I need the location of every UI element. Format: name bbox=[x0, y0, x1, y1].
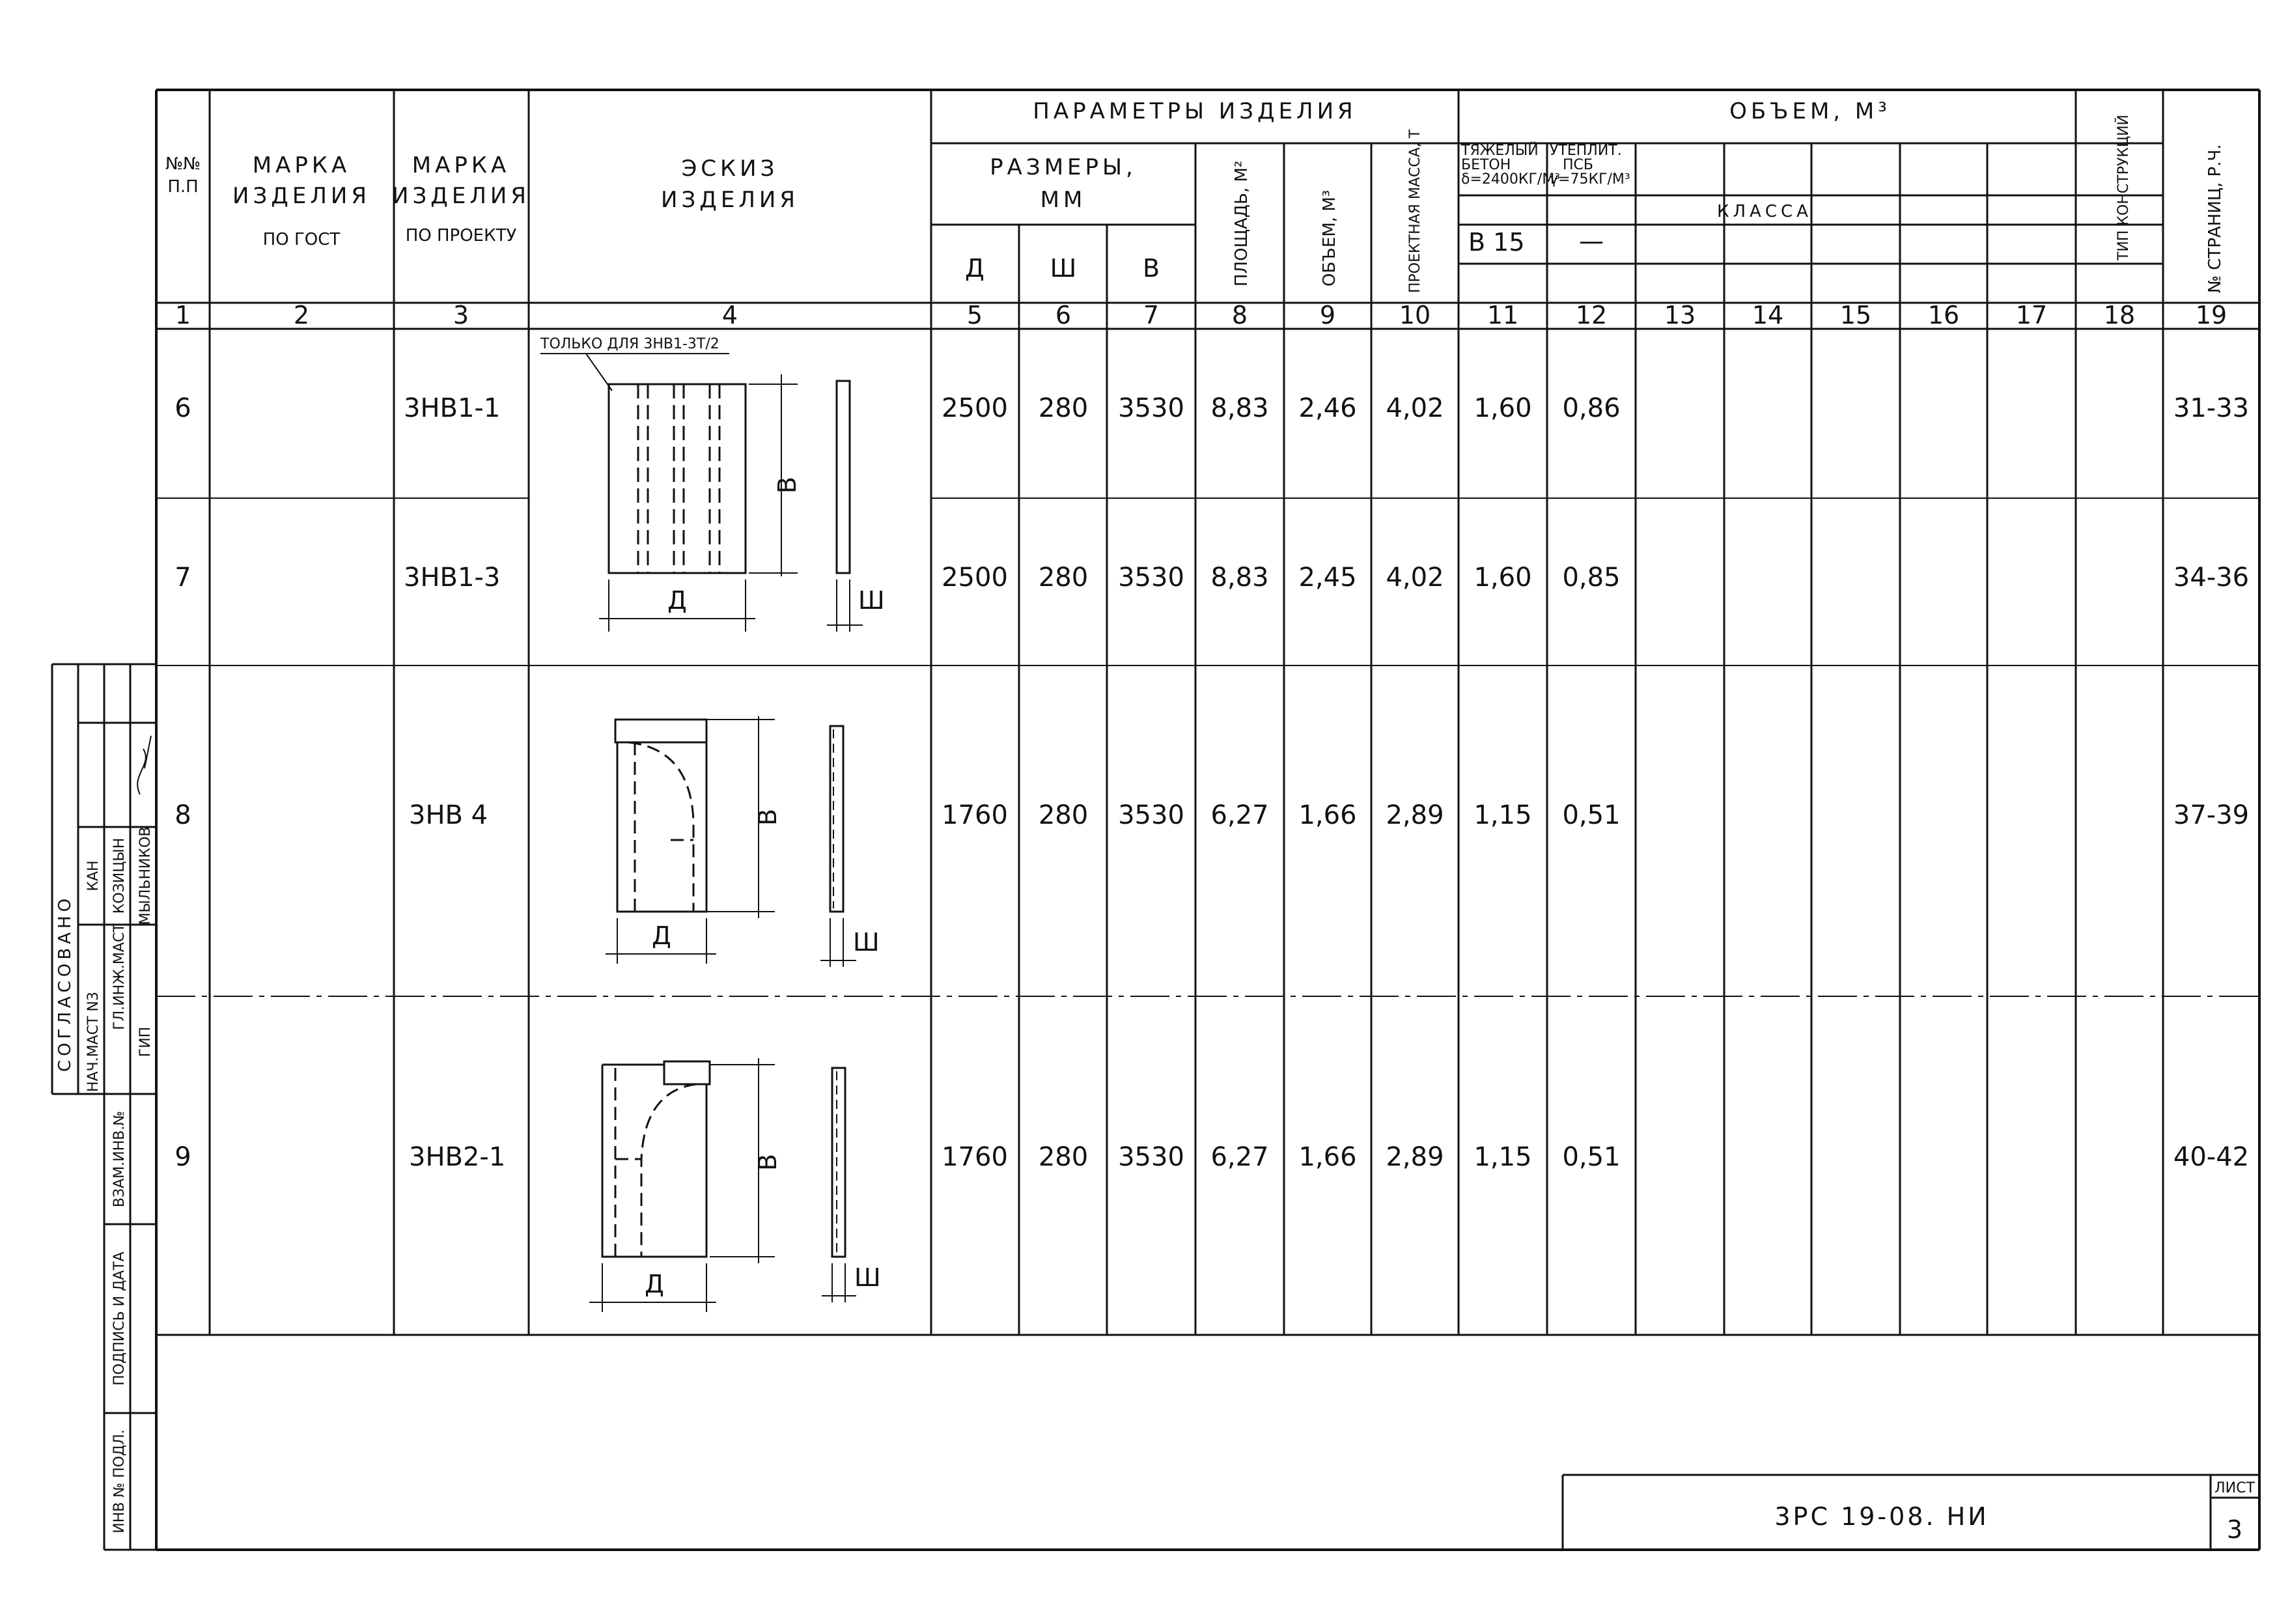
row-area: 6,27 bbox=[1210, 800, 1269, 830]
row-mass: 2,89 bbox=[1386, 800, 1444, 830]
col-number: 14 bbox=[1752, 301, 1784, 329]
col-number: 1 bbox=[175, 301, 191, 329]
row-mass: 4,02 bbox=[1386, 563, 1444, 593]
column-number-row bbox=[175, 301, 2227, 329]
panel-sketch-narrow-mirrored bbox=[589, 1058, 881, 1312]
title-block bbox=[1563, 1475, 2259, 1550]
row-area: 8,83 bbox=[1210, 393, 1269, 423]
row-insulation: 0,86 bbox=[1562, 393, 1621, 423]
row-concrete: 1,60 bbox=[1473, 393, 1532, 423]
insulation-1: УТЕПЛИТ. bbox=[1550, 143, 1622, 159]
row-volume: 1,66 bbox=[1298, 1142, 1357, 1172]
row-mark: 3НВ1-3 bbox=[404, 563, 501, 593]
swap-inv-label: ВЗАМ.ИНВ.№ bbox=[111, 1110, 128, 1208]
row-concrete: 1,60 bbox=[1473, 563, 1532, 593]
row-height: 3530 bbox=[1118, 393, 1184, 423]
col-number: 11 bbox=[1487, 301, 1519, 329]
col-number: 5 bbox=[966, 301, 983, 329]
approver-role: НАЧ.МАСТ N3 bbox=[85, 992, 102, 1092]
size-v-label: В bbox=[1142, 254, 1160, 283]
row-pages: 34-36 bbox=[2173, 563, 2250, 593]
col-number: 19 bbox=[2195, 301, 2227, 329]
volume-group-header: ОБЪЕМ, М³ bbox=[1729, 98, 1891, 124]
row-thickness: 280 bbox=[1038, 800, 1089, 830]
col-proj-label-1: МАРКА bbox=[412, 152, 510, 178]
heavy-concrete-3: δ=2400КГ/М³ bbox=[1461, 171, 1561, 188]
row-insulation: 0,51 bbox=[1562, 800, 1621, 830]
row-area: 8,83 bbox=[1210, 563, 1269, 593]
row-volume: 2,46 bbox=[1298, 393, 1357, 423]
table-row bbox=[175, 563, 2249, 593]
col-num-label-2: П.П bbox=[167, 177, 199, 197]
col-gost-label-2: ИЗДЕЛИЯ bbox=[232, 183, 370, 209]
volume-label: ОБЪЕМ, М³ bbox=[1320, 189, 1339, 287]
class-dash: — bbox=[1579, 227, 1604, 255]
row-area: 6,27 bbox=[1210, 1142, 1269, 1172]
class-b15: В 15 bbox=[1468, 228, 1525, 257]
table-row bbox=[175, 1142, 2249, 1172]
col-sketch-label-2: ИЗДЕЛИЯ bbox=[661, 187, 799, 213]
col-number: 6 bbox=[1055, 301, 1072, 329]
area-label: ПЛОЩАДЬ, М² bbox=[1232, 160, 1251, 287]
table-row bbox=[175, 800, 2249, 830]
pages-label: № СТРАНИЦ, Р.Ч. bbox=[2205, 144, 2225, 293]
approver-role: ГИП bbox=[137, 1026, 154, 1057]
row-mark: 3НВ2-1 bbox=[409, 1142, 506, 1172]
dim-d-label: Д bbox=[645, 1270, 664, 1298]
signature bbox=[137, 736, 151, 794]
dim-v-label: В bbox=[753, 1153, 782, 1171]
table-row bbox=[175, 393, 2249, 423]
dim-d-label: Д bbox=[667, 586, 687, 615]
col-proj-label-3: ПО ПРОЕКТУ bbox=[405, 226, 517, 245]
approver-name: КАН bbox=[85, 860, 102, 891]
approver-role: ГЛ.ИНЖ.МАСТ bbox=[111, 923, 128, 1030]
col-number: 4 bbox=[721, 301, 738, 329]
col-number: 10 bbox=[1399, 301, 1431, 329]
row-number: 6 bbox=[175, 393, 191, 423]
row-number: 8 bbox=[175, 800, 191, 830]
col-number: 3 bbox=[453, 301, 469, 329]
row-concrete: 1,15 bbox=[1473, 1142, 1532, 1172]
class-label: КЛАССА bbox=[1717, 202, 1812, 221]
col-number: 18 bbox=[2103, 301, 2136, 329]
row-number: 7 bbox=[175, 563, 191, 593]
col-number: 12 bbox=[1575, 301, 1608, 329]
row-length: 2500 bbox=[942, 563, 1008, 593]
col-number: 7 bbox=[1143, 301, 1160, 329]
col-gost-label-1: МАРКА bbox=[252, 152, 351, 178]
row-thickness: 280 bbox=[1038, 1142, 1089, 1172]
row-volume: 2,45 bbox=[1298, 563, 1357, 593]
row-height: 3530 bbox=[1118, 800, 1184, 830]
row-mark: 3НВ 4 bbox=[409, 800, 488, 830]
type-label: ТИП КОНСТРУКЦИЙ bbox=[2115, 115, 2132, 260]
sheet-number: 3 bbox=[2226, 1515, 2243, 1544]
row-pages: 37-39 bbox=[2173, 800, 2250, 830]
row-insulation: 0,85 bbox=[1562, 563, 1621, 593]
row-pages: 40-42 bbox=[2173, 1142, 2250, 1172]
dim-sh-label: Ш bbox=[854, 1263, 881, 1292]
row-height: 3530 bbox=[1118, 1142, 1184, 1172]
row-mass: 4,02 bbox=[1386, 393, 1444, 423]
panel-sketch-narrow bbox=[606, 716, 880, 967]
approver-name: МЫЛЬНИКОВ bbox=[137, 826, 154, 925]
col-number: 17 bbox=[2015, 301, 2048, 329]
mass-label: ПРОЕКТНАЯ МАССА, Т bbox=[1407, 129, 1423, 293]
col-number: 2 bbox=[293, 301, 310, 329]
row-volume: 1,66 bbox=[1298, 800, 1357, 830]
dim-sh-label: Ш bbox=[858, 586, 885, 615]
col-number: 16 bbox=[1927, 301, 1960, 329]
row-mass: 2,89 bbox=[1386, 1142, 1444, 1172]
agreed-label: СОГЛАСОВАНО bbox=[55, 894, 75, 1072]
insulation-2: ПСБ bbox=[1563, 157, 1593, 173]
heavy-concrete-2: БЕТОН bbox=[1461, 157, 1511, 173]
col-sketch-label-1: ЭСКИЗ bbox=[681, 156, 779, 182]
col-gost-label-3: ПО ГОСТ bbox=[262, 230, 341, 249]
dim-v-label: В bbox=[773, 476, 802, 494]
row-length: 1760 bbox=[942, 1142, 1008, 1172]
row-length: 2500 bbox=[942, 393, 1008, 423]
row-thickness: 280 bbox=[1038, 393, 1089, 423]
dim-d-label: Д bbox=[652, 921, 671, 950]
row-mark: 3НВ1-1 bbox=[404, 393, 501, 423]
panel-sketch-wide bbox=[540, 336, 885, 632]
row-number: 9 bbox=[175, 1142, 191, 1172]
sheet-label: ЛИСТ bbox=[2214, 1480, 2255, 1496]
sign-date-label: ПОДПИСЬ И ДАТА bbox=[111, 1252, 128, 1386]
col-number: 13 bbox=[1664, 301, 1696, 329]
size-d-label: Д bbox=[965, 254, 984, 283]
col-number: 9 bbox=[1319, 301, 1336, 329]
inv-sub-label: ИНВ № ПОДЛ. bbox=[111, 1429, 128, 1533]
col-proj-label-2: ИЗДЕЛИЯ bbox=[392, 183, 530, 209]
insulation-3: γ=75КГ/М³ bbox=[1550, 171, 1630, 188]
sketch-note: ТОЛЬКО ДЛЯ 3НВ1-3Т/2 bbox=[540, 336, 719, 352]
row-thickness: 280 bbox=[1038, 563, 1089, 593]
document-code: 3РС 19-08. НИ bbox=[1774, 1502, 1989, 1531]
sizes-label-2: ММ bbox=[1040, 187, 1087, 213]
sizes-label-1: РАЗМЕРЫ, bbox=[990, 154, 1137, 180]
col-number: 15 bbox=[1839, 301, 1872, 329]
row-pages: 31-33 bbox=[2173, 393, 2250, 423]
row-concrete: 1,15 bbox=[1473, 800, 1532, 830]
row-height: 3530 bbox=[1118, 563, 1184, 593]
approval-strip bbox=[52, 664, 156, 1550]
col-num-label-1: №№ bbox=[165, 154, 201, 174]
params-group-header: ПАРАМЕТРЫ ИЗДЕЛИЯ bbox=[1033, 98, 1357, 124]
heavy-concrete-1: ТЯЖЕЛЫЙ bbox=[1461, 143, 1539, 159]
row-insulation: 0,51 bbox=[1562, 1142, 1621, 1172]
size-sh-label: Ш bbox=[1050, 254, 1077, 283]
dim-v-label: В bbox=[753, 808, 782, 826]
row-length: 1760 bbox=[942, 800, 1008, 830]
col-number: 8 bbox=[1231, 301, 1248, 329]
dim-sh-label: Ш bbox=[853, 928, 880, 957]
approver-name: КОЗИЦЫН bbox=[111, 837, 128, 914]
